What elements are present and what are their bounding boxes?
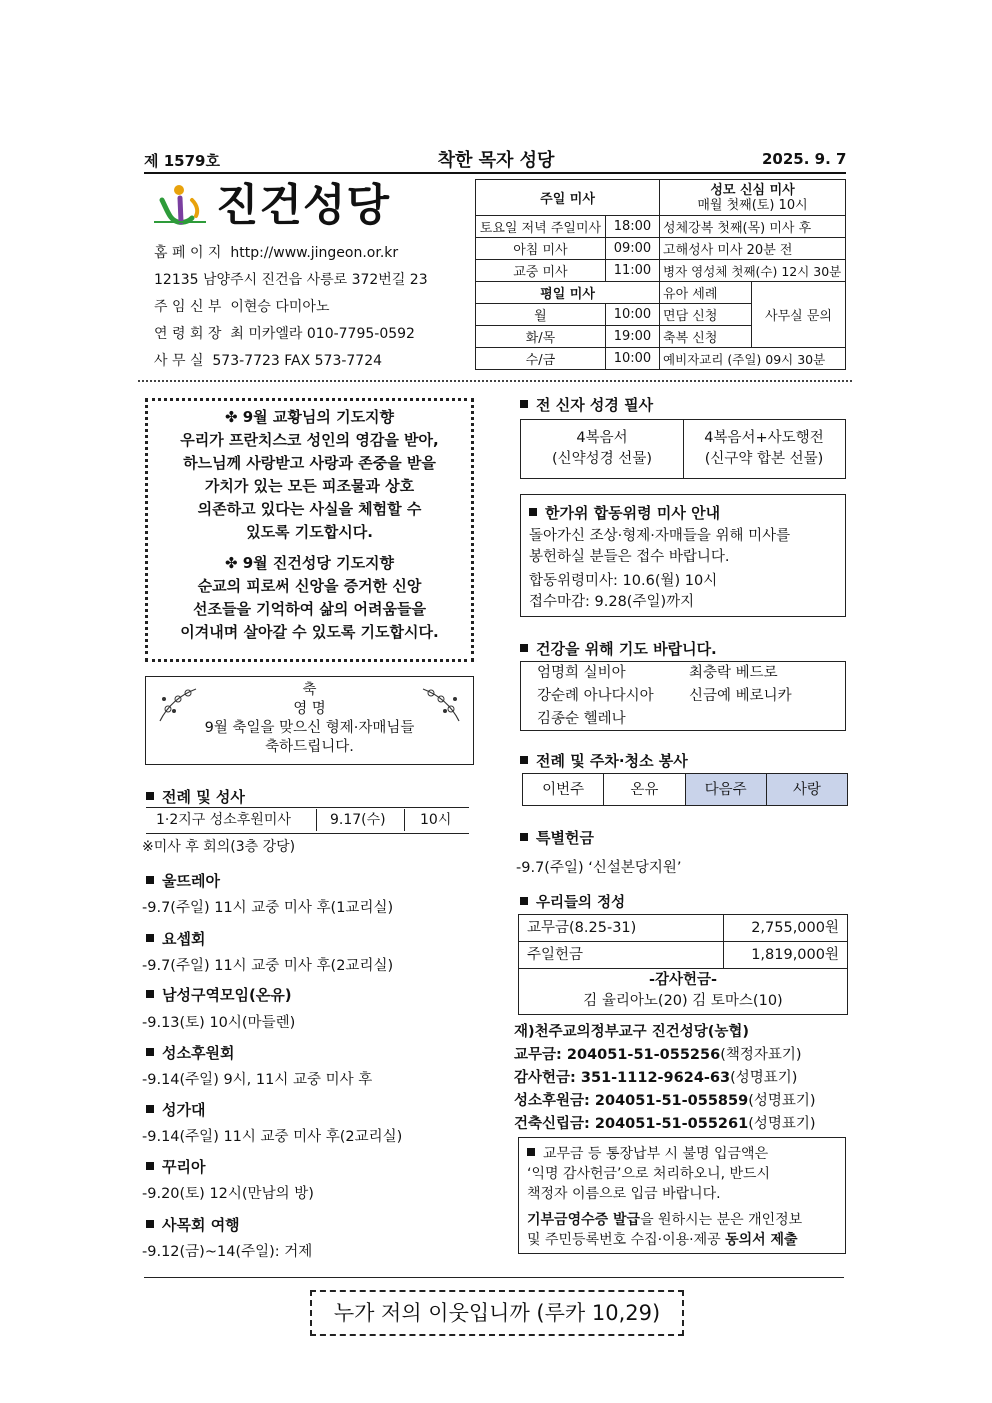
- header-rule: [144, 172, 846, 174]
- service-cell-highlight: 사랑: [767, 774, 847, 805]
- mass-row: 아침 미사 09:00 고해성사 미사 20분 전: [476, 238, 846, 260]
- service-cell-highlight: 다음주: [686, 774, 767, 805]
- parish-logo: [152, 182, 210, 228]
- parish-name: 진건성당: [216, 180, 391, 231]
- mass-row: 화/목 19:00 축복 신청: [476, 326, 846, 348]
- health-section-title: 건강을 위해 기도 바랍니다.: [520, 638, 717, 659]
- liturgy-rule: [146, 833, 469, 834]
- health-prayer-box: 엄명희 실비아 최충락 베드로 강순례 아나다시아 신금예 베로니카 김종순 헬레나: [520, 661, 846, 731]
- info-homepage: 홈 페 이 지 http://www.jingeon.or.kr: [154, 245, 399, 261]
- section-text: -9.7(주일) 11시 교중 미사 후(2교리실): [142, 958, 394, 974]
- parish-intention-title: ✤ 9월 진건성당 기도지향: [224, 554, 395, 572]
- feast-day-box: 축 영 명 9월 축일을 맞으신 형제·자매님들 축하드립니다.: [145, 676, 474, 765]
- service-cell: 온유: [604, 774, 685, 805]
- mass-row: 월 10:00 면담 신청: [476, 304, 846, 326]
- special-offering-title: 특별헌금: [520, 827, 594, 848]
- mass-row: 토요일 저녁 주일미사 18:00 성체강복 첫째(목) 미사 후: [476, 216, 846, 238]
- mass-row: 교중 미사 11:00 병자 영성체 첫째(수) 12시 30분: [476, 260, 846, 282]
- section-text: -9.7(주일) 11시 교중 미사 후(1교리실): [142, 900, 394, 916]
- section-text: -9.20(토) 12시(만남의 방): [142, 1186, 314, 1202]
- deposit-notice-box: 교무금 등 통장납부 시 불명 입금액은 ‘익명 감사헌금’으로 처리하오니, 반드시 책정자 이름으로 입금 바랍니다. 기부금영수증 발급을 원하시는 분은 개인정보 및 주민등록번호 수집·이용·제공 동의서 제출: [518, 1137, 846, 1254]
- special-offering-text: -9.7(주일) ‘신설본당지원’: [516, 860, 682, 876]
- account-org: 재)천주교의정부교구 진건성당(농협): [514, 1024, 750, 1040]
- info-pastor: 주 임 신 부 이현승 다미아노: [154, 299, 330, 315]
- account-line: 건축신립금: 204051-51-055261(성명표기): [514, 1116, 816, 1132]
- section-title: 울뜨레아: [146, 870, 220, 891]
- section-text: -9.14(주일) 9시, 11시 교중 미사 후: [142, 1072, 373, 1088]
- service-schedule: [522, 773, 848, 806]
- memorial-mass-box: 한가위 합동위령 미사 안내 돌아가신 조상·형제·자매들을 위해 미사를 봉헌하실 분들은 접수 바랍니다. 합동위령미사: 10.6(월) 10시 접수마감: 9.28(주일)까지: [520, 494, 846, 617]
- cross-icon: ✤: [224, 554, 238, 572]
- liturgy-row: 1·2지구 성소후원미사 9.17(수) 10시: [146, 809, 469, 833]
- homepage-link[interactable]: http://www.jingeon.or.kr: [230, 245, 399, 261]
- offering-section-title: 우리들의 정성: [520, 891, 625, 912]
- service-section-title: 전례 및 주차·청소 봉사: [520, 750, 688, 771]
- section-title: 남성구역모임(온유): [146, 984, 292, 1005]
- section-text: -9.12(금)~14(주일): 거제: [142, 1244, 313, 1260]
- bible-section-title: 전 신자 성경 필사: [520, 394, 653, 415]
- pope-intention-title: ✤ 9월 교황님의 기도지향: [224, 408, 395, 426]
- mass-row: 수/금 10:00 예비자교리 (주일) 09시 30분: [476, 348, 846, 370]
- account-line: 성소후원금: 204051-51-055859(성명표기): [514, 1093, 816, 1109]
- liturgy-rule: [146, 807, 469, 808]
- issue-date: 2025. 9. 7: [762, 150, 847, 168]
- offering-table: 교무금(8.25-31) 2,755,000원 주일헌금 1,819,000원 -감사헌금- 김 율리아노(20) 김 토마스(10): [518, 914, 848, 1015]
- section-title: 요셉회: [146, 928, 205, 949]
- footer-rule: [144, 1277, 844, 1278]
- liturgy-note: ※미사 후 회의(3층 강당): [142, 839, 296, 855]
- parish-title: 착한 목자 성당: [437, 150, 555, 171]
- section-text: -9.14(주일) 11시 교중 미사 후(2교리실): [142, 1129, 403, 1145]
- section-divider: [138, 380, 852, 382]
- info-office: 사 무 실 573-7723 FAX 573-7724: [154, 353, 383, 369]
- floral-ornament-icon: [421, 685, 461, 725]
- section-text: -9.13(토) 10시(마들렌): [142, 1015, 296, 1031]
- section-title: 성가대: [146, 1099, 205, 1120]
- gospel-quote: 누가 저의 이웃입니까 (루카 10,29): [310, 1290, 684, 1336]
- issue-number: 제 1579호: [144, 152, 220, 170]
- account-line: 감사헌금: 351-1112-9624-63(성명표기): [514, 1070, 798, 1086]
- section-title: 사목회 여행: [146, 1214, 240, 1235]
- bank-accounts: [514, 1021, 816, 1136]
- service-cell: 이번주: [523, 774, 604, 805]
- liturgy-section-title: 전례 및 성사: [146, 786, 245, 807]
- section-title: 성소후원회: [146, 1042, 234, 1063]
- cross-icon: ✤: [224, 408, 238, 426]
- floral-ornament-icon: [158, 685, 198, 725]
- mass-schedule-table: [475, 179, 846, 370]
- prayer-intentions-box: ✤ 9월 교황님의 기도지향 우리가 프란치스코 성인의 영감을 받아, 하느님께 사랑받고 사랑과 존중을 받을 가치가 있는 모든 피조물과 상호 의존하고 있다는 사실을 체험할 수 있도록 기도합시다. ✤ 9월 진건성당 기도지향 순교의 피로써 신앙을 증거한 신앙 선조들을 기억하여 삶의 어려움들을 이겨내며 살아갈 수 있도록 기도합시다.: [145, 398, 474, 662]
- info-address: 12135 남양주시 진건읍 사릉로 372번길 23: [154, 272, 428, 288]
- mass-header-row: 주일 미사 성모 신심 미사 매월 첫째(토) 10시: [476, 180, 846, 216]
- bible-copy-box: 4복음서 (신약성경 선물) 4복음서+사도행전 (신구약 합본 선물): [520, 419, 846, 479]
- logo-icon: [152, 182, 210, 228]
- account-line: 교무금: 204051-51-055256(책정자표기): [514, 1047, 802, 1063]
- mass-row: 평일 미사 유아 세례 사무실 문의: [476, 282, 846, 304]
- bullet-icon: [527, 1148, 535, 1156]
- parish-info: [154, 240, 428, 375]
- info-council: 연 령 회 장 최 미카엘라 010-7795-0592: [154, 326, 415, 342]
- section-title: 꾸리아: [146, 1156, 205, 1177]
